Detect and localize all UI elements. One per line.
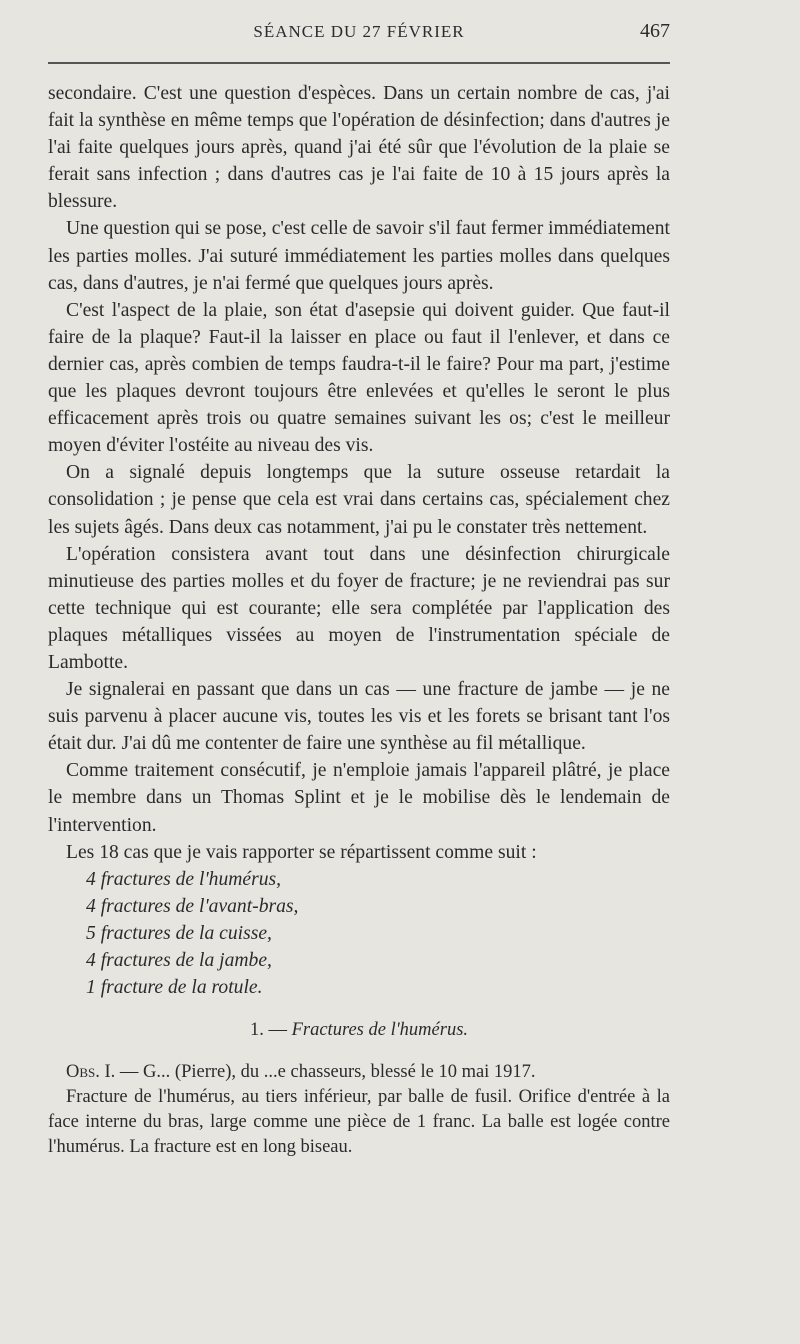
- list-item: 4 fractures de la jambe,: [86, 950, 272, 971]
- section-heading: [48, 1017, 670, 1044]
- case-list: [86, 866, 670, 1001]
- list-item: 5 fractures de la cuisse,: [86, 922, 272, 944]
- page-header: [48, 18, 670, 48]
- observation-intro-line: [48, 1060, 670, 1085]
- paragraph: C'est l'aspect de la plaie, son état d'asepsie qui doivent guider. Que faut-il faire de la plaque? Faut-il la laisser en place ou faut il l'enlever, et dans ce dernier cas, après combien de temps faudra-t-il le faire? Pour ma part, j'estime que les plaques devront toujours être enlevées et qu'elles le seront le plus efficacement après trois ou quatre semaines suivant les os; c'est le meilleur moyen d'éviter l'ostéite au niveau des vis.: [48, 299, 670, 457]
- section-title: Fractures de l'humérus.: [291, 1020, 469, 1041]
- observation-label: Obs. I. —: [66, 1062, 139, 1083]
- body-text: [48, 80, 670, 1160]
- header-rule: [48, 62, 670, 64]
- paragraph: Une question qui se pose, c'est celle de savoir s'il faut fermer immédiatement les parties molles. J'ai suturé immédiatement les parties molles dans quelques cas, dans d'autres, je n'ai fermé que quelques jours après.: [48, 218, 670, 294]
- observation-text: Fracture de l'humérus, au tiers inférieur, par balle de fusil. Orifice d'entrée à la face interne du bras, large comme une pièce de 1 franc. La balle est logée contre l'humérus. La fracture est en long biseau.: [48, 1087, 670, 1158]
- paragraph: secondaire. C'est une question d'espèces. Dans un certain nombre de cas, j'ai fait la synthèse en même temps que l'opération de désinfection; dans d'autres je l'ai faite quelques jours après, quand j'ai été sûr que l'évolution de la plaie se ferait sans infection ; dans d'autres cas je l'ai faite de 10 à 15 jours après la blessure.: [48, 83, 670, 213]
- paragraph: Je signalerai en passant que dans un cas — une fracture de jambe — je ne suis parvenu à placer aucune vis, toutes les vis et les forets se brisant tant l'os était dur. J'ai dû me contenter de faire une synthèse au fil métallique.: [48, 679, 670, 755]
- paragraph: On a signalé depuis longtemps que la suture osseuse retardait la consolidation ; je pense que cela est vrai dans certains cas, spécialement chez les sujets âgés. Dans deux cas notamment, j'ai pu le constater très nettement.: [48, 462, 670, 538]
- running-title: SÉANCE DU 27 FÉVRIER: [253, 22, 465, 41]
- page-number: 467: [640, 20, 670, 42]
- observation-intro: G... (Pierre), du ...e chasseurs, blessé le 10 mai 1917.: [143, 1062, 536, 1083]
- section-number: 1. —: [249, 1020, 287, 1041]
- list-item: 4 fractures de l'humérus,: [86, 868, 282, 890]
- paragraph: Les 18 cas que je vais rapporter se répartissent comme suit :: [66, 841, 537, 863]
- paragraph: Comme traitement consécutif, je n'emploie jamais l'appareil plâtré, je place le membre dans un Thomas Splint et je le mobilise dès le lendemain de l'intervention.: [48, 760, 670, 836]
- list-item: 1 fracture de la rotule.: [86, 977, 263, 999]
- list-item: 4 fractures de l'avant-bras,: [86, 895, 299, 917]
- paragraph: L'opération consistera avant tout dans une désinfection chirurgicale minutieuse des parties molles et du foyer de fracture; je ne reviendrai pas sur cette technique qui est courante; elle sera complétée par l'application des plaques métalliques vissées au moyen de l'instrumentation spéciale de Lambotte.: [48, 543, 670, 673]
- observation: [48, 1060, 670, 1160]
